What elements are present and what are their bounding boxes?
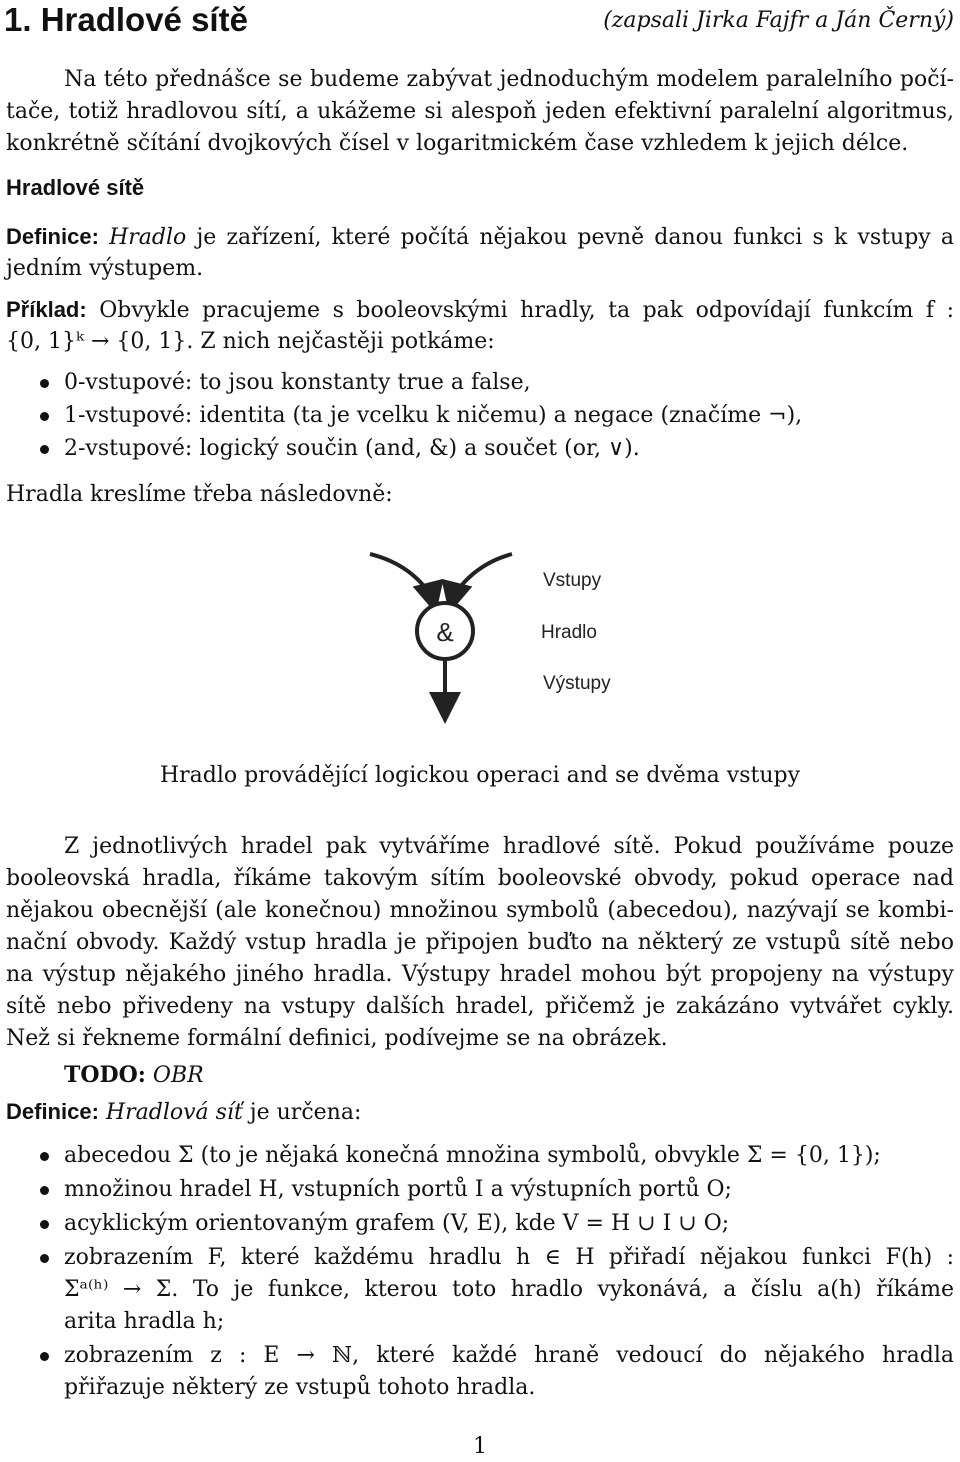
- authors-note: (zapsali Jirka Fajfr a Ján Černý): [603, 8, 954, 33]
- paragraph-line-7: Než si řekneme formální definici, podívejme se na obrázek.: [6, 1026, 668, 1051]
- paragraph-line-1: Z jednotlivých hradel pak vytváříme hradlové sítě. Pokud používáme pouze: [64, 834, 954, 859]
- figure-caption: Hradlo provádějící logickou operaci and se dvěma vstupy: [159, 763, 801, 788]
- paragraph-line-6: sítě nebo přivedeny na vstupy dalších hradel, přičemž je zakázáno vytvářet cykly.: [6, 994, 954, 1019]
- drawing-intro: Hradla kreslíme třeba následovně:: [6, 482, 393, 507]
- bullet-dot: [40, 412, 49, 421]
- example-line-2: {0, 1}ᵏ → {0, 1}. Z nich nejčastěji potkáme:: [6, 329, 495, 354]
- net-list-item-1: abecedou Σ (to je nějaká konečná množina symbolů, obvykle Σ = {0, 1});: [64, 1143, 881, 1168]
- bullet-dot: [40, 1254, 49, 1263]
- intro-line-2: tače, totiž hradlovou sítí, a ukážeme si alespoň jeden efektivní paralelní algoritmus,: [6, 99, 954, 124]
- gate-symbol: &: [436, 617, 454, 647]
- intro-line-3: konkrétně sčítání dvojkových čísel v logaritmickém čase vzhledem k jejich délce.: [6, 131, 909, 156]
- intro-line-1: Na této přednášce se budeme zabývat jednoduchým modelem paralelního počí-: [64, 67, 954, 92]
- todo-label: TODO:: [64, 1062, 146, 1088]
- paragraph-line-5: na výstup nějakého jiného hradla. Výstupy hradel mohou být propojeny na výstupy: [6, 962, 954, 987]
- label-inputs: Vstupy: [543, 570, 602, 591]
- definition-term: Hradlo: [109, 225, 187, 250]
- gate-list-item-3: 2-vstupové: logický součin (and, &) a součet (or, ∨).: [64, 436, 640, 461]
- definition-label: Definice:: [6, 224, 99, 249]
- label-gate: Hradlo: [541, 622, 597, 643]
- todo-note: [64, 1060, 954, 1091]
- gate-figure: [300, 540, 660, 730]
- label-outputs: Výstupy: [543, 673, 611, 694]
- paragraph-line-2: booleovská hradla, říkáme takovým sítím booleovské obvody, pokud operace nad: [6, 866, 954, 891]
- bullet-dot: [40, 445, 49, 454]
- net-list-item-4-line-3: arita hradla h;: [64, 1309, 225, 1334]
- net-list-item-5-line-1: zobrazením z : E → ℕ, které každé hraně vedoucí do nějakého hradla: [64, 1343, 954, 1368]
- example-line-1: [6, 295, 954, 326]
- definition-2: [6, 1097, 954, 1128]
- chapter-title: 1. Hradlové sítě: [4, 1, 248, 38]
- page-number: 1: [473, 1434, 487, 1459]
- definition-2-label: Definice:: [6, 1099, 99, 1124]
- definition-2-text: je určena:: [242, 1100, 362, 1125]
- definition-1-line-1: [6, 222, 954, 253]
- bullet-dot: [40, 1186, 49, 1195]
- bullet-dot: [40, 1352, 49, 1361]
- gate-list-item-1: 0-vstupové: to jsou konstanty true a false,: [64, 370, 531, 395]
- net-list-item-4-line-2: Σᵃ⁽ʰ⁾ → Σ. To je funkce, kterou toto hradlo vykonává, a číslu a(h) říkáme: [64, 1277, 954, 1302]
- net-list-item-3: acyklickým orientovaným grafem (V, E), kde V = H ∪ I ∪ O;: [64, 1211, 730, 1236]
- bullet-dot: [40, 1152, 49, 1161]
- example-label: Příklad:: [6, 297, 87, 322]
- input-arrow-right: [452, 554, 512, 602]
- net-list-item-5-line-2: přiřazuje některý ze vstupů tohoto hradla.: [64, 1375, 536, 1400]
- net-list-item-2: množinou hradel H, vstupních portů I a výstupních portů O;: [64, 1177, 732, 1202]
- paragraph-line-4: nační obvody. Každý vstup hradla je připojen buďto na některý ze vstupů sítě nebo: [6, 930, 954, 955]
- net-list-item-4-line-1: zobrazením F, které každému hradlu h ∈ H přiřadí nějakou funkci F(h) :: [64, 1245, 954, 1270]
- todo-text: OBR: [152, 1063, 204, 1088]
- paragraph-line-3: nějakou obecnější (ale konečnou) množinou symbolů (abecedou), nazývají se kombi-: [6, 898, 954, 923]
- bullet-dot: [40, 1220, 49, 1229]
- definition-text: je zařízení, které počítá nějakou pevně danou funkci s k vstupy a: [186, 225, 955, 250]
- input-arrow-left: [370, 554, 433, 602]
- example-text: Obvykle pracujeme s booleovskými hradly, ta pak odpovídají funkcím f :: [86, 298, 954, 323]
- definition-2-term: Hradlová síť: [105, 1100, 243, 1125]
- gate-list-item-2: 1-vstupové: identita (ta je vcelku k ničemu) a negace (značíme ¬),: [64, 403, 803, 428]
- bullet-dot: [40, 379, 49, 388]
- definition-1-line-2: jedním výstupem.: [6, 256, 204, 281]
- section-heading: Hradlové sítě: [6, 175, 145, 200]
